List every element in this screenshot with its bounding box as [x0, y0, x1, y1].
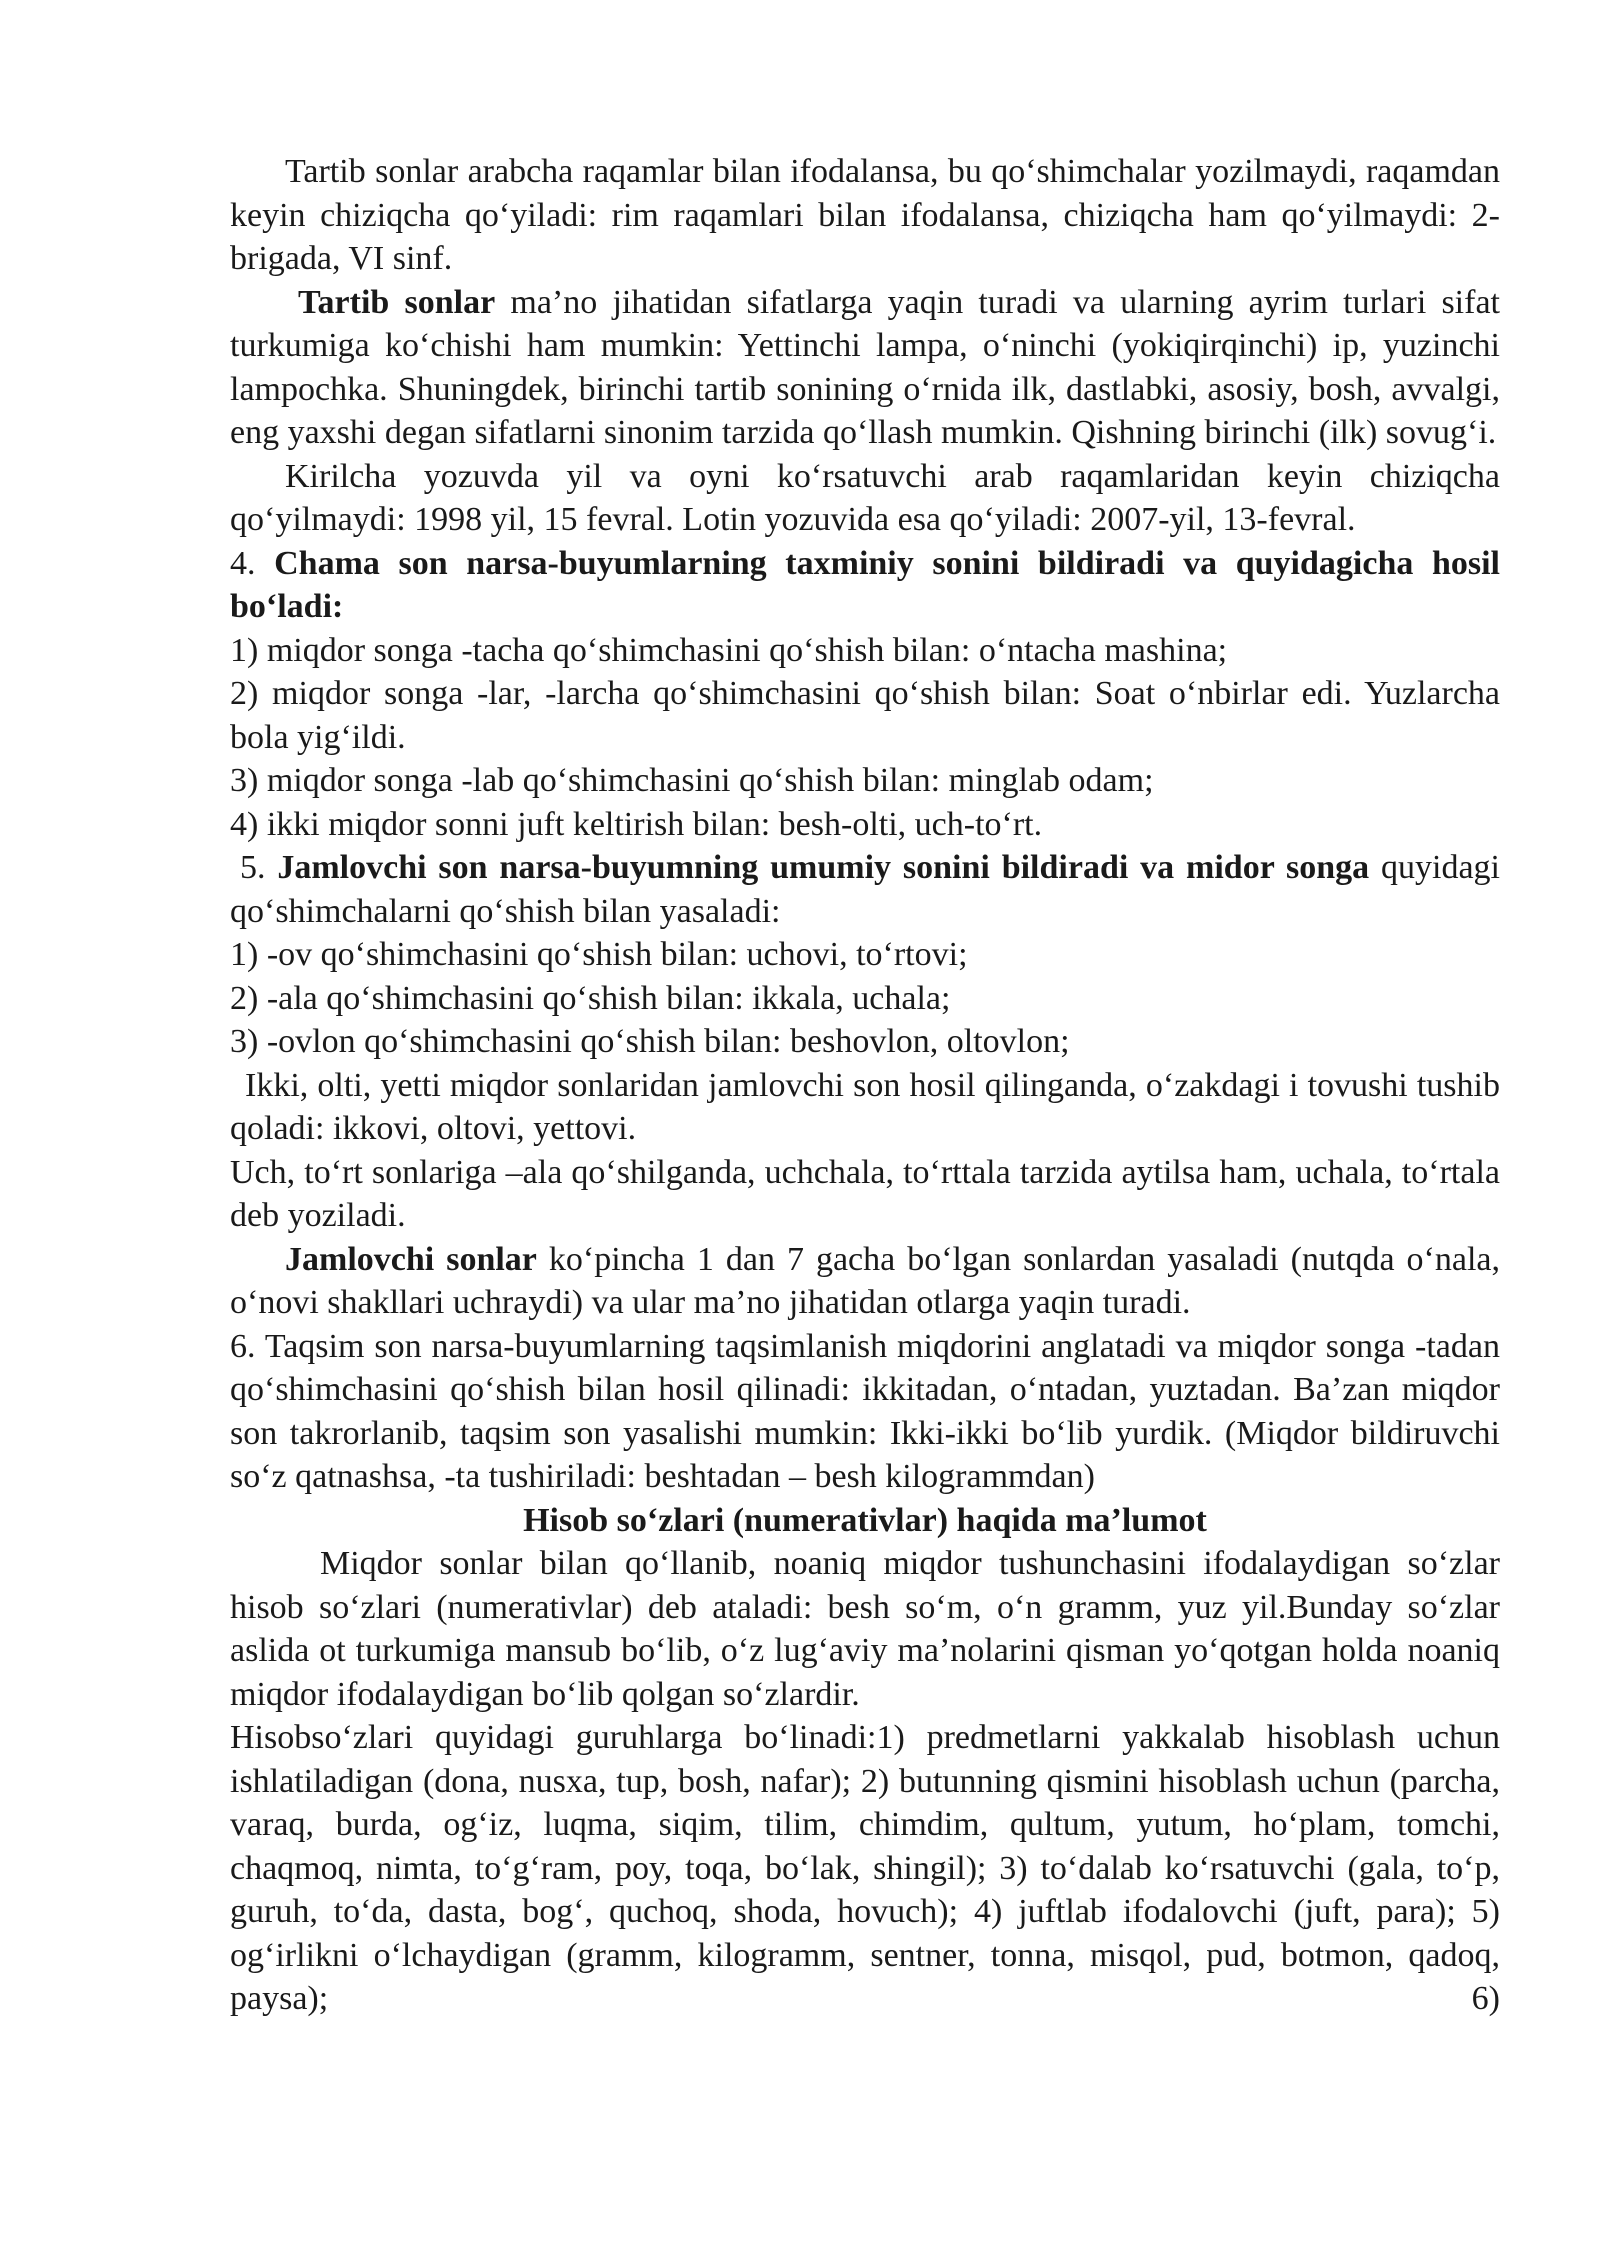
section-taqsim-son: 6. Taqsim son narsa-buyumlarning taqsimlanish miqdorini anglatadi va miqdor songa -tadan qo‘shimchasini qo‘shish bilan hosil qilinadi: ikkitadan, o‘ntadan, yuztadan. Ba’zan miqdor son takrorlanib, taqsim son yasalishi mumkin: Ikki-ikki bo‘lib yurdik. (Miqdor bildiruvchi so‘z qatnashsa, -ta tushiriladi: beshtadan – besh kilogrammdan)	[230, 1327, 1500, 1495]
paragraph-ala-suffix: Uch, to‘rt sonlariga –ala qo‘shilganda, uchchala, to‘rttala tarzida aytilsa ham, uchala, to‘rtala deb yoziladi.	[230, 1153, 1500, 1234]
section-number: 4.	[230, 544, 275, 582]
list-item: 3) -ovlon qo‘shimchasini qo‘shish bilan: beshovlon, oltovlon;	[230, 1023, 1070, 1060]
list-item: 3) miqdor songa -lab qo‘shimchasini qo‘shish bilan: minglab odam;	[230, 762, 1154, 799]
paragraph-collective-numbers	[230, 1238, 1500, 1325]
term-tartib-sonlar: Tartib sonlar	[298, 283, 496, 321]
section-chama-son	[230, 542, 1500, 629]
section-heading-numerativlar: Hisob so‘zlari (numerativlar) haqida ma’lumot	[523, 1501, 1207, 1539]
list-item: 1) miqdor songa -tacha qo‘shimchasini qo‘shish bilan: o‘ntacha mashina;	[230, 631, 1228, 669]
section-jamlovchi-son-text: quyidagi qo‘shimchalarni qo‘shish bilan yasaladi:	[230, 849, 1501, 930]
section-title-chama-son: Chama son narsa-buyumlarning taxminiy sonini bildiradi va quyidagicha hosil bo‘ladi:	[230, 544, 1501, 625]
paragraph-cyrillic-latin-dates: Kirilcha yozuvda yil va oyni ko‘rsatuvchi arab raqamlaridan keyin chiziqcha qo‘yilmaydi: 1998 yil, 15 fevral. Lotin yozuvida esa qo‘yiladi: 2007-yil, 13-fevral.	[230, 457, 1500, 538]
paragraph-collective-numbers-text: ko‘pincha 1 dan 7 gacha bo‘lgan sonlardan yasaladi (nutqda o‘nala, o‘novi shakllari uchraydi) va ular ma’no jihatidan otlarga yaqin turadi.	[230, 1240, 1500, 1321]
paragraph-ordinal-meaning-text: ma’no jihatidan sifatlarga yaqin turadi va ularning ayrim turlari sifat turkumiga ko‘chishi ham mumkin: Yettinchi lampa, o‘ninchi (yokiqirqinchi) ip, yuzinchi lampochka. Shuningdek, birinchi tartib sonining o‘rnida ilk, dastlabki, asosiy, bosh, avvalgi, eng yaxshi degan sifatlarni sinonim tarzida qo‘llash mumkin. Qishning birinchi (ilk) sovug‘i.	[230, 283, 1500, 451]
list-item: 1) -ov qo‘shimchasini qo‘shish bilan: uchovi, to‘rtovi;	[230, 936, 968, 973]
section-title-jamlovchi-son: Jamlovchi son narsa-buyumning umumiy sonini bildiradi va midor songa	[277, 849, 1370, 886]
paragraph-ordinal-digits: Tartib sonlar arabcha raqamlar bilan ifodalansa, bu qo‘shimchalar yozilmaydi, raqamdan keyin chiziqcha qo‘yiladi: rim raqamlari bilan ifodalansa, chiziqcha ham qo‘yilmaydi: 2-brigada, VI sinf.	[230, 153, 1500, 277]
paragraph-vowel-drop: Ikki, olti, yetti miqdor sonlaridan jamlovchi son hosil qilinganda, o‘zakdagi i tovushi tushib qoladi: ikkovi, oltovi, yettovi.	[230, 1066, 1500, 1147]
term-jamlovchi-sonlar: Jamlovchi sonlar	[285, 1240, 537, 1278]
list-item: 4) ikki miqdor sonni juft keltirish bilan: besh-olti, uch-to‘rt.	[230, 805, 1043, 843]
paragraph-ordinal-meaning	[230, 281, 1500, 455]
paragraph-numerativlar-groups: Hisobso‘zlari quyidagi guruhlarga bo‘linadi:1) predmetlarni yakkalab hisoblash uchun ishlatiladigan (dona, nusxa, tup, bosh, nafar); 2) butunning qismini hisoblash uchun (parcha, varaq, burda, og‘iz, luqma, siqim, tilim, chimdim, qultum, yutum, ho‘plam, tomchi, chaqmoq, nimta, to‘g‘ram, poy, toqa, bo‘lak, shingil); 3) to‘dalab ko‘rsatuvchi (gala, to‘p, guruh, to‘da, dasta, bog‘, quchoq, shoda, hovuch); 4) juftlab ifodalovchi (juft, para); 5) og‘irlikni o‘lchaydigan (gramm, kilogramm, sentner, tonna, misqol, pud, botmon, qadoq, paysa); 6)	[230, 1719, 1500, 2017]
list-item: 2) miqdor songa -lar, -larcha qo‘shimchasini qo‘shish bilan: Soat o‘nbirlar edi. Yuzlarcha bola yig‘ildi.	[230, 675, 1500, 756]
list-item: 2) -ala qo‘shimchasini qo‘shish bilan: ikkala, uchala;	[230, 979, 951, 1017]
section-jamlovchi-son	[230, 846, 1500, 933]
paragraph-numerativlar-definition: Miqdor sonlar bilan qo‘llanib, noaniq miqdor tushunchasini ifodalaydigan so‘zlar hisob so‘zlari (numerativlar) deb ataladi: besh so‘m, o‘n gramm, yuz yil.Bunday so‘zlar aslida ot turkumiga mansub bo‘lib, o‘z lug‘aviy ma’nolarini qisman yo‘qotgan holda noaniq miqdor ifodalaydigan bo‘lib qolgan so‘zlardir.	[230, 1545, 1500, 1713]
section-number: 5.	[240, 849, 278, 886]
document-page	[230, 150, 1500, 2021]
